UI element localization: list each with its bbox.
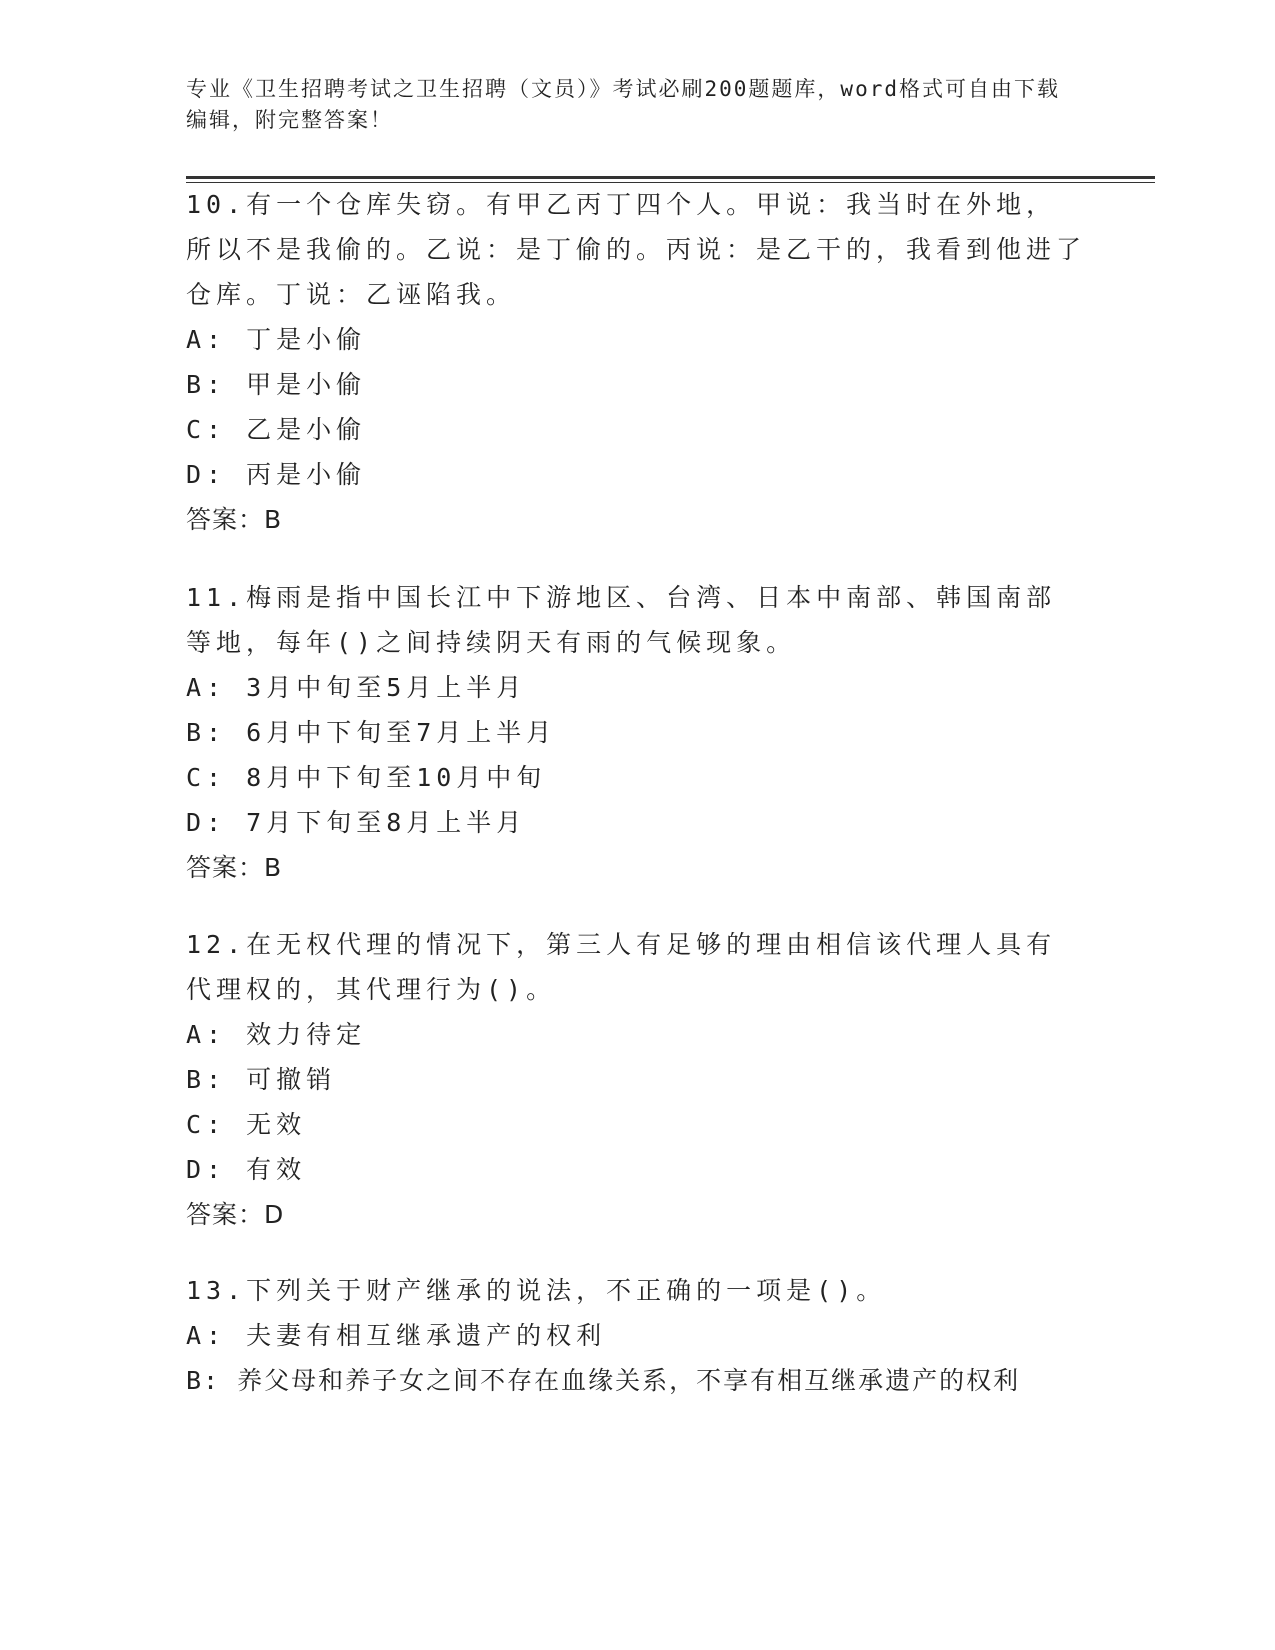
option-b: B: 养父母和养子女之间不存在血缘关系，不享有相互继承遗产的权利 <box>186 1366 1021 1395</box>
option-a: A: 丁是小偷 <box>186 325 367 354</box>
option-b: B: 可撤销 <box>186 1065 337 1094</box>
question-13 <box>186 1268 1086 1403</box>
question-text: 10.有一个仓库失窃。有甲乙丙丁四个人。甲说：我当时在外地，所以不是我偷的。乙说：是丁偷的。丙说：是乙干的，我看到他进了仓库。丁说：乙诬陷我。 <box>186 190 1087 309</box>
document-header: 专业《卫生招聘考试之卫生招聘（文员）》考试必刷200题题库，word格式可自由下载编辑，附完整答案！ <box>186 77 1060 132</box>
option-a: A: 3月中旬至5月上半月 <box>186 673 527 702</box>
question-11 <box>186 575 1086 890</box>
option-c: C: 无效 <box>186 1110 307 1139</box>
question-text: 12.在无权代理的情况下，第三人有足够的理由相信该代理人具有代理权的，其代理行为()。 <box>186 930 1057 1004</box>
option-d: D: 丙是小偷 <box>186 460 367 489</box>
option-c: C: 8月中下旬至10月中旬 <box>186 763 547 792</box>
option-a: A: 效力待定 <box>186 1020 367 1049</box>
answer-line: 答案：B <box>186 505 283 534</box>
answer-line: 答案：D <box>186 1200 285 1229</box>
question-12 <box>186 922 1086 1237</box>
question-10 <box>186 182 1086 542</box>
option-c: C: 乙是小偷 <box>186 415 367 444</box>
question-text: 13.下列关于财产继承的说法，不正确的一项是()。 <box>186 1276 887 1305</box>
header-rule-thick <box>186 176 1155 179</box>
option-a: A: 夫妻有相互继承遗产的权利 <box>186 1321 607 1350</box>
option-d: D: 7月下旬至8月上半月 <box>186 808 527 837</box>
option-b: B: 甲是小偷 <box>186 370 367 399</box>
option-d: D: 有效 <box>186 1155 307 1184</box>
answer-line: 答案：B <box>186 853 283 882</box>
option-b: B: 6月中下旬至7月上半月 <box>186 718 557 747</box>
question-text: 11.梅雨是指中国长江中下游地区、台湾、日本中南部、韩国南部等地，每年()之间持续阴天有雨的气候现象。 <box>186 583 1057 657</box>
